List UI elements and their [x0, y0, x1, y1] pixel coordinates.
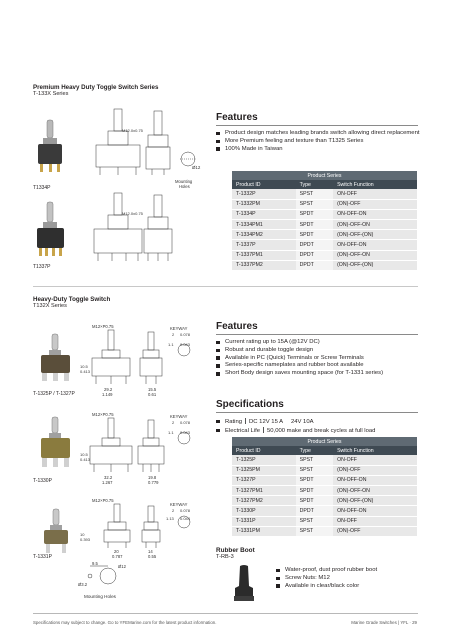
specifications-list — [216, 418, 421, 436]
cell-function: ON-OFF-ON — [333, 240, 417, 250]
mounting-holes-label: Mounting Holes — [84, 594, 116, 599]
feature-item: Product design matches leading brands switch allowing direct replacement — [216, 130, 421, 137]
specifications-rule — [216, 412, 418, 413]
cell-function: (ON)-OFF — [333, 526, 417, 536]
table-row — [232, 455, 417, 465]
col-header: Switch Function — [333, 446, 417, 455]
cell-type: SPST — [296, 189, 333, 199]
cell-function: ON-OFF-ON — [333, 209, 417, 219]
rating-label: Rating — [225, 419, 243, 425]
cell-id: T-1330P — [232, 506, 296, 516]
col-header: Type — [296, 180, 333, 189]
features-rule-1 — [216, 125, 418, 126]
label-t1334p: T1334P — [33, 185, 51, 191]
keyway-label: KEYWAY — [170, 414, 188, 419]
dim-depth: 14 — [148, 549, 153, 554]
keyway-k1: 2 — [172, 508, 175, 513]
drawing-t1331 — [80, 498, 210, 560]
keyway-k1-in: 0.078 — [180, 420, 191, 425]
cell-type: DPDT — [296, 260, 333, 270]
thread-dim-top: M12.0x0.75 — [122, 128, 143, 133]
cell-type: SPST — [296, 516, 333, 526]
label-t1337p: T1337P — [33, 264, 51, 270]
cell-type: SPST — [296, 199, 333, 209]
table-row — [232, 209, 417, 219]
dim-width-in: 1.267 — [102, 480, 113, 485]
cell-id: T-1334PM2 — [232, 230, 296, 240]
keyway-k2: 1.13 — [166, 516, 174, 521]
table-group-header: Product Series — [232, 437, 417, 446]
dim-thread: M12×P0.75 — [92, 412, 114, 417]
cell-type: SPDT — [296, 220, 333, 230]
cell-function: (ON)-OFF-ON — [333, 250, 417, 260]
feature-item: Robust and durable toggle design — [216, 347, 421, 354]
keyway-k1-in: 0.078 — [180, 508, 191, 513]
feature-item: Current rating up to 15A (@12V DC) — [216, 339, 421, 346]
cell-function: ON-OFF-ON — [333, 506, 417, 516]
keyway-k2-in: 0.043 — [180, 430, 191, 435]
spec-electrical — [216, 427, 421, 435]
feature-item: Available in PC (Quick) Terminals or Screw Terminals — [216, 355, 421, 362]
feature-item: Screw Nuts: M12 — [276, 575, 426, 582]
cell-type: SPDT — [296, 496, 333, 506]
features-title-2: Features — [216, 321, 258, 332]
dim-thread: M12×P0.75 — [92, 498, 114, 503]
cell-id: T-1334PM1 — [232, 220, 296, 230]
footer-disclaimer: Specifications may subject to change. Go to YFEMarine.com for the latest product information. — [33, 620, 217, 625]
page-footer — [0, 613, 450, 637]
cell-type: SPDT — [296, 475, 333, 485]
dim-height-in: 0.413 — [80, 457, 91, 462]
keyway-label: KEYWAY — [170, 502, 188, 507]
dim-width: 32.2 — [104, 475, 113, 480]
section1-subtitle: T-133X Series — [33, 91, 69, 97]
feature-item: 100% Made in Taiwan — [216, 146, 421, 153]
cell-id: T-1337PM2 — [232, 260, 296, 270]
photo-t1337p — [33, 200, 73, 260]
drawing-t1325 — [80, 322, 210, 402]
cell-function: ON-OFF — [333, 516, 417, 526]
dim-width-in: 1.149 — [102, 392, 113, 397]
section2-subtitle: T132X Series — [33, 303, 67, 309]
feature-item: More Premium feeling and texture than T1325 Series — [216, 138, 421, 145]
cell-function: (ON)-OFF — [333, 465, 417, 475]
mount-dim-d2: Ø12 — [118, 564, 126, 569]
cell-type: DPDT — [296, 240, 333, 250]
cell-id: T-1332P — [232, 189, 296, 199]
label-t1325p: T-1325P / T-1327P — [33, 391, 75, 397]
rating-value: DC 12V 15 A 24V 10A — [249, 419, 314, 425]
keyway-k2: 1.1 — [168, 430, 174, 435]
table-row — [232, 526, 417, 536]
features-list-2 — [216, 339, 421, 378]
keyway-k1-in: 0.078 — [180, 332, 191, 337]
cell-function: (ON)-OFF-(ON) — [333, 260, 417, 270]
keyway-k1: 2 — [172, 420, 175, 425]
dim-height: 10 — [80, 532, 85, 537]
dim-depth-in: 0.61 — [148, 392, 157, 397]
rubber-boot-features — [276, 567, 426, 590]
cell-function: (ON)-OFF-ON — [333, 486, 417, 496]
cell-function: ON-OFF — [333, 455, 417, 465]
table-row — [232, 465, 417, 475]
cell-id: T-1334P — [232, 209, 296, 219]
feature-item: Series-specific nameplates and rubber boot available — [216, 362, 421, 369]
cell-function: ON-OFF-ON — [333, 475, 417, 485]
specifications-title: Specifications — [216, 399, 284, 410]
product-table-1 — [232, 171, 417, 271]
table-row — [232, 516, 417, 526]
dim-thread: M12×P0.75 — [92, 324, 114, 329]
dim-depth: 19.8 — [148, 475, 157, 480]
section1-title: Premium Heavy Duty Toggle Switch Series — [33, 84, 159, 91]
dim-width: 29.2 — [104, 387, 113, 392]
mount-dim-d3: Ø3.2 — [78, 582, 88, 587]
thread-dim-bottom: M12.0x0.75 — [122, 211, 143, 216]
col-header: Type — [296, 446, 333, 455]
photo-t1334p — [33, 118, 73, 178]
electrical-value: 50,000 make and break cycles at full load — [267, 427, 376, 434]
section-divider — [33, 286, 418, 287]
keyway-k2-in: 0.043 — [180, 342, 191, 347]
col-header: Product ID — [232, 180, 296, 189]
cell-id: T-1325P — [232, 455, 296, 465]
table-row — [232, 230, 417, 240]
mounting-holes-label-2: Holes — [179, 184, 190, 189]
cell-id: T-1325PM — [232, 465, 296, 475]
mounting-dia-dim: Ø12 — [192, 165, 201, 170]
rubber-boot-title: Rubber Boot — [216, 547, 255, 554]
footer-page-info: Marine Grade Switches | YFL · 29 — [351, 620, 417, 625]
table-row — [232, 506, 417, 516]
cell-id: T-1337PM1 — [232, 250, 296, 260]
electrical-separator — [263, 427, 264, 433]
cell-id: T-1337P — [232, 240, 296, 250]
dim-width: 20 — [114, 549, 119, 554]
cell-function: (ON)-OFF — [333, 199, 417, 209]
cell-function: (ON)-OFF-(ON) — [333, 496, 417, 506]
photo-t1325p — [38, 332, 74, 384]
product-table-2 — [232, 437, 417, 537]
dim-depth: 15.5 — [148, 387, 157, 392]
cell-function: (ON)-OFF-ON — [333, 220, 417, 230]
table-row — [232, 260, 417, 270]
drawing-t133x — [76, 103, 204, 273]
keyway-k1: 2 — [172, 332, 175, 337]
dim-height-in: 0.413 — [80, 369, 91, 374]
mounting-holes-label-1: Mounting — [175, 179, 193, 184]
table-row — [232, 189, 417, 199]
dim-depth-in: 0.55 — [148, 554, 157, 559]
cell-type: DPDT — [296, 250, 333, 260]
cell-type: SPDT — [296, 230, 333, 240]
keyway-label: KEYWAY — [170, 326, 188, 331]
table-row — [232, 475, 417, 485]
dim-height: 10.5 — [80, 452, 88, 457]
cell-id: T-1327PM1 — [232, 486, 296, 496]
photo-rubber-boot — [232, 564, 256, 604]
cell-function: (ON)-OFF-(ON) — [333, 230, 417, 240]
table-row — [232, 486, 417, 496]
cell-type: SPST — [296, 526, 333, 536]
keyway-k2: 1.1 — [168, 342, 174, 347]
col-header: Switch Function — [333, 180, 417, 189]
cell-type: SPDT — [296, 486, 333, 496]
table-row — [232, 240, 417, 250]
cell-type: DPDT — [296, 506, 333, 516]
cell-id: T-1327PM2 — [232, 496, 296, 506]
mount-dim-d1: 9.5 — [92, 561, 98, 566]
features-list-1 — [216, 130, 421, 153]
col-header: Product ID — [232, 446, 296, 455]
drawing-mounting-holes — [78, 560, 148, 600]
feature-item: Short Body design saves mounting space (for T-1331 series) — [216, 370, 421, 377]
dim-height: 10.5 — [80, 364, 88, 369]
cell-type: SPST — [296, 465, 333, 475]
cell-id: T-1332PM — [232, 199, 296, 209]
feature-item: Available in clear/black color — [276, 583, 426, 590]
features-rule-2 — [216, 334, 418, 335]
cell-type: SPST — [296, 455, 333, 465]
rating-separator — [245, 418, 246, 424]
photo-t1331p — [40, 507, 72, 557]
cell-type: SPDT — [296, 209, 333, 219]
footer-rule — [33, 613, 418, 614]
cell-function: ON-OFF — [333, 189, 417, 199]
cell-id: T-1331P — [232, 516, 296, 526]
table-row — [232, 250, 417, 260]
features-title-1: Features — [216, 112, 258, 123]
photo-t1330p — [38, 415, 74, 471]
table-row — [232, 220, 417, 230]
table-row — [232, 496, 417, 506]
spec-rating — [216, 418, 421, 426]
feature-item: Water-proof, dust proof rubber boot — [276, 567, 426, 574]
rubber-boot-subtitle: T-RB-3 — [216, 554, 234, 560]
section2-title: Heavy-Duty Toggle Switch — [33, 296, 111, 303]
label-t1330p: T-1330P — [33, 478, 52, 484]
drawing-t1330 — [80, 410, 210, 490]
keyway-k2-in: 0.044 — [180, 516, 191, 521]
dim-depth-in: 0.779 — [148, 480, 159, 485]
electrical-label: Electrical Life — [225, 427, 261, 434]
dim-height-in: 0.393 — [80, 537, 91, 542]
table-row — [232, 199, 417, 209]
label-t1331p: T-1331P — [33, 554, 52, 560]
cell-id: T-1327P — [232, 475, 296, 485]
cell-id: T-1331PM — [232, 526, 296, 536]
table-group-header: Product Series — [232, 171, 417, 180]
dim-width-in: 0.787 — [112, 554, 123, 559]
